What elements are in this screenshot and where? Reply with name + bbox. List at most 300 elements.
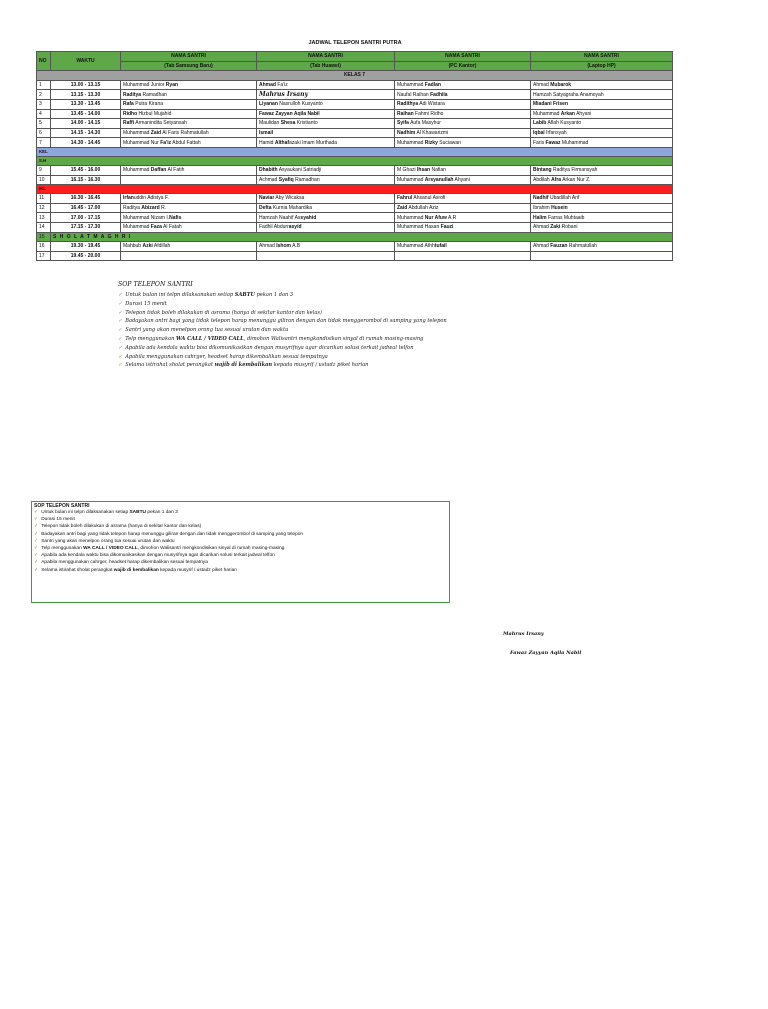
name-part: Ibrahim	[533, 205, 552, 212]
name-cell	[121, 90, 257, 100]
name-cell	[257, 99, 395, 109]
name-part: Rahmatullah	[567, 243, 597, 250]
name-cell	[531, 175, 673, 185]
name-emphasis: Radithya	[397, 101, 419, 108]
sop-item	[34, 509, 449, 516]
row-no: 11	[37, 194, 51, 204]
name-part: R.	[159, 205, 167, 212]
name-part: A.B	[290, 243, 301, 250]
name-part: Farras Muhtaaib	[546, 214, 585, 221]
name-part: Mahbub	[123, 243, 143, 250]
name-part: Abdullah Aziz	[407, 205, 439, 212]
kelas-row: KELAS 7	[37, 71, 673, 81]
signature-1: Mahrus Irsany	[503, 631, 544, 637]
name-part: Raditya Firmansyah	[551, 167, 598, 174]
name-cell	[531, 213, 673, 223]
name-part: Abdilah	[533, 176, 552, 183]
header-device-4: (Laptop HP)	[531, 61, 673, 71]
header-device-2: (Tab Huawei)	[257, 61, 395, 71]
sop-item	[34, 567, 449, 574]
sop-item	[34, 516, 449, 523]
name-emphasis: Irfan	[123, 195, 134, 202]
row-no: 12	[37, 203, 51, 213]
sop-item	[34, 545, 449, 552]
name-cell	[395, 109, 531, 119]
name-cell	[531, 109, 673, 119]
name-part: Raditya	[123, 205, 142, 212]
name-cell	[257, 119, 395, 129]
name-part: Abdul Fattah	[171, 139, 201, 146]
check-icon: ✓	[34, 537, 39, 544]
row-time: 13.30 - 13.45	[51, 99, 121, 109]
name-part: Muhammad	[123, 224, 151, 231]
sop-text: Badayakan antri bagi yang tidak telepon harap menunggu giliran dengan dan tidak menggerombol di samping yang telepon	[125, 318, 447, 325]
check-icon: ✓	[34, 559, 39, 566]
sop-item	[118, 353, 548, 362]
name-part: M Ghazi	[397, 167, 418, 174]
sop-box-title: SOP TELEPON SANTRI	[34, 503, 90, 509]
name-part: Fa'iz	[275, 82, 288, 89]
name-cell	[395, 242, 531, 252]
name-emphasis: Ahmad	[259, 82, 276, 89]
name-emphasis: Ihsan	[417, 167, 431, 174]
name-cell	[395, 251, 531, 261]
check-icon: ✓	[118, 344, 123, 351]
name-emphasis: Rizky	[424, 139, 438, 146]
name-cell	[395, 119, 531, 129]
sop-text: kepada musyrif / ustadz piket harian	[158, 567, 237, 573]
check-icon: ✓	[34, 509, 39, 515]
row-time: 13.45 - 14.00	[51, 109, 121, 119]
sop-emphasis: SABTU	[129, 510, 147, 515]
row-no: 15	[37, 232, 51, 242]
row-no: 9	[37, 165, 51, 175]
name-part: Muhammad	[397, 214, 425, 221]
name-emphasis: asyid	[288, 224, 302, 231]
row-no: 4	[37, 109, 51, 119]
name-cell	[531, 99, 673, 109]
name-emphasis: Ryan	[165, 82, 179, 89]
row-no: 2	[37, 90, 51, 100]
separator-ikl-label: IKL	[37, 185, 673, 194]
name-emphasis: Mahrus Irsany	[259, 90, 308, 98]
name-cell	[531, 80, 673, 90]
sop-text: Apabila ada kendala waktu bisa dikomunikasikan dengan musyrifnya agar dicarikan solusi terkait jadwal telfon	[125, 344, 414, 351]
name-cell	[121, 80, 257, 90]
sop-handwritten	[118, 281, 548, 370]
name-emphasis: Miadani Frisen	[533, 101, 569, 108]
separator-kel-label: KEL	[37, 147, 673, 156]
sop-text: pekan 1 dan 3	[254, 292, 294, 298]
name-cell	[257, 213, 395, 223]
check-icon: ✓	[118, 309, 123, 316]
name-emphasis: Arsyanullah	[424, 176, 454, 183]
name-cell	[257, 194, 395, 204]
name-emphasis: Labib	[533, 120, 547, 127]
check-icon: ✓	[118, 292, 123, 298]
table-row	[37, 213, 673, 223]
check-icon: ✓	[34, 530, 39, 537]
sop-item	[118, 344, 548, 353]
name-cell	[121, 222, 257, 232]
name-emphasis: Liyanan	[259, 101, 278, 108]
name-cell	[531, 251, 673, 261]
name-part: Ahyani	[574, 110, 592, 117]
name-emphasis: Abizard	[141, 205, 160, 212]
name-part: Achmad	[259, 176, 279, 183]
name-cell	[121, 165, 257, 175]
name-emphasis: Halim	[533, 214, 547, 221]
header-nama-santri-2: NAMA SANTRI	[257, 52, 395, 62]
sop-emphasis: WA CALL / VIDEO CALL	[83, 546, 138, 552]
name-part: Muhammad	[123, 167, 151, 174]
sop-text: Badayakan antri bagi yang tidak telepon harap menunggu giliran dengan dan tidak menggerombol di samping yang telepon	[41, 531, 304, 537]
row-time: 14.15 - 14.30	[51, 128, 121, 138]
name-emphasis: Faza	[150, 224, 162, 231]
sholat-maghrib-label: S H O L A T M A G H R I	[51, 232, 673, 242]
name-cell	[121, 128, 257, 138]
name-part: Muhammad	[533, 110, 561, 117]
name-emphasis: syahid	[300, 214, 317, 221]
name-part: Faris	[533, 139, 546, 146]
name-cell	[395, 203, 531, 213]
name-emphasis: Fadlan	[424, 82, 441, 89]
name-emphasis: Ridho	[123, 110, 138, 117]
name-part: Ahmad	[259, 243, 277, 250]
name-cell	[395, 213, 531, 223]
name-part: Hamzah Naahif As	[259, 214, 301, 221]
check-icon: ✓	[34, 523, 39, 530]
sop-emphasis: wajib di kembalikan	[214, 362, 273, 369]
name-part: uddin Adistya F.	[133, 195, 169, 202]
sop-text: Santri yang akan menelpon orang tua sesuai urutan dan waktu	[125, 327, 289, 334]
table-row	[37, 128, 673, 138]
name-emphasis: Raihan	[397, 110, 414, 117]
name-part: azaki Imam Murthada	[289, 139, 338, 146]
name-emphasis: Fahrul	[397, 195, 413, 202]
name-cell	[257, 109, 395, 119]
name-emphasis: Arkan	[560, 110, 575, 117]
name-part: Ahsanul Asrofi	[412, 195, 446, 202]
name-cell	[257, 138, 395, 148]
sop-item	[34, 523, 449, 530]
name-part: Robani	[560, 224, 578, 231]
sop-text: , dimohon Walisantri mengkondisikan sinyal di rumah masing-masing	[137, 546, 285, 552]
name-part: Al Fatah	[161, 224, 182, 231]
sop-item	[118, 335, 548, 344]
name-cell	[121, 203, 257, 213]
name-cell	[531, 90, 673, 100]
name-part: A.R	[446, 214, 457, 221]
name-cell	[395, 80, 531, 90]
sop-text: Untuk bulan ini telpn dilaksanakan setiap	[125, 292, 235, 298]
name-cell	[257, 251, 395, 261]
name-part: Ahmad	[533, 243, 551, 250]
name-emphasis: Nadhif	[533, 195, 549, 202]
name-part: Nasrulloh Kusyanto	[277, 101, 323, 108]
sop-text: Apabila menggunakan cahrger, headset harap dikembalikan sesuai tempatnya	[41, 560, 208, 566]
row-time: 19.30 - 19.45	[51, 242, 121, 252]
name-part: Muhammad Athh	[397, 243, 435, 250]
name-part: Fadhil Abdurr	[259, 224, 289, 231]
sop-item	[34, 531, 449, 538]
table-row	[37, 99, 673, 109]
name-emphasis: Fa'iz	[160, 139, 172, 146]
sop-item	[118, 326, 548, 335]
separator-ikl	[37, 185, 673, 194]
row-no: 17	[37, 251, 51, 261]
name-emphasis: Husein	[551, 205, 568, 212]
name-emphasis: Raffi	[123, 120, 135, 127]
name-emphasis: Fawaz	[545, 139, 561, 146]
check-icon: ✓	[34, 566, 39, 573]
check-icon: ✓	[118, 318, 123, 325]
name-emphasis: Ishom	[276, 243, 291, 250]
name-part: Asyaukani Satriadji	[277, 167, 322, 174]
name-cell	[121, 175, 257, 185]
name-part: Muhammad Nur	[123, 139, 161, 146]
check-icon: ✓	[118, 353, 123, 360]
name-emphasis: Zaid	[150, 130, 162, 137]
name-emphasis: Shesa	[280, 120, 296, 127]
row-time: 16.30 - 16.45	[51, 194, 121, 204]
sop-item	[34, 559, 449, 566]
row-time: 13.15 - 13.30	[51, 90, 121, 100]
table-row	[37, 175, 673, 185]
sop-text: Untuk bulan ini telpn dilaksanakan setiap	[41, 510, 130, 515]
header-device-3: (PC Kantor)	[395, 61, 531, 71]
name-cell	[395, 175, 531, 185]
name-part: Muhammad	[123, 130, 151, 137]
name-emphasis: Iqbal	[533, 130, 545, 137]
sop-text: Durasi 15 menit	[41, 517, 75, 523]
table-row	[37, 109, 673, 119]
name-emphasis: Afra	[551, 176, 562, 183]
header-no: NO	[37, 52, 51, 71]
table-row	[37, 80, 673, 90]
row-no: 10	[37, 175, 51, 185]
name-emphasis: Zaki	[550, 224, 561, 231]
name-cell	[121, 194, 257, 204]
row-no: 3	[37, 99, 51, 109]
check-icon: ✓	[34, 545, 39, 552]
separator-ah	[37, 156, 673, 165]
row-no: 13	[37, 213, 51, 223]
name-part: Arkan Nur Z.	[561, 176, 591, 183]
sop-emphasis: WA CALL / VIDEO CALL	[176, 335, 244, 342]
name-cell	[531, 119, 673, 129]
table-row	[37, 165, 673, 175]
name-part: Kristianto	[295, 120, 318, 127]
separator-ah-label: S.H	[37, 156, 673, 165]
name-part: Ubadillah Arif	[548, 195, 580, 202]
name-cell	[121, 119, 257, 129]
name-cell	[121, 138, 257, 148]
name-cell	[121, 251, 257, 261]
sop-emphasis: wajib di kembalikan	[113, 567, 159, 573]
table-row	[37, 222, 673, 232]
name-part: Muhammad Nizam I.	[123, 214, 170, 221]
name-emphasis: Fauzan	[550, 243, 568, 250]
name-cell	[257, 203, 395, 213]
name-emphasis: Dhabith	[259, 167, 278, 174]
sop-item	[118, 309, 548, 318]
name-part: Adi Wistara	[418, 101, 445, 108]
sop-box	[31, 501, 450, 603]
name-part: Fahmi Ridho	[413, 110, 444, 117]
name-part: Kurnia Mahardika	[271, 205, 313, 212]
name-cell	[531, 128, 673, 138]
name-cell	[395, 194, 531, 204]
name-emphasis: Naviar	[259, 195, 275, 202]
schedule-table	[36, 51, 673, 261]
check-icon: ✓	[118, 300, 123, 307]
row-time: 17.15 - 17.30	[51, 222, 121, 232]
name-cell	[121, 109, 257, 119]
name-part: Aflah Kusyanto	[546, 120, 582, 127]
header-device-1: (Tab Samsung Baru)	[121, 61, 257, 71]
row-no: 1	[37, 80, 51, 90]
sop-item	[34, 538, 449, 545]
sop-item	[34, 552, 449, 559]
sop-item	[118, 300, 548, 309]
name-part: Suciawan	[437, 139, 461, 146]
name-emphasis: Nur Afuw	[424, 214, 447, 221]
name-cell	[257, 80, 395, 90]
name-emphasis: Raditya	[123, 91, 142, 98]
table-row	[37, 203, 673, 213]
sop-handwritten-list	[118, 291, 548, 370]
name-part: Ahmad	[533, 82, 551, 89]
row-no: 14	[37, 222, 51, 232]
name-emphasis: Nafis	[169, 214, 182, 221]
name-emphasis: Defta	[259, 205, 272, 212]
name-part: Ramadhan	[293, 176, 320, 183]
name-cell	[531, 194, 673, 204]
name-part: Al Fatih	[166, 167, 185, 174]
name-part: Nafian	[430, 167, 446, 174]
sop-text: Apabila ada kendala waktu bisa dikomunikasikan dengan musyrifnya agar dicarikan solusi terkait jadwal telfon	[41, 553, 275, 559]
name-emphasis: Mubarok	[550, 82, 572, 89]
name-part: Muhammad Hasan	[397, 224, 441, 231]
row-no: 7	[37, 138, 51, 148]
sop-text: Apabila menggunakan cahrger, headset harap dikembalikan sesuai tempatnya	[125, 353, 328, 360]
name-part: Hamzah Satyagraha Anamoyah	[533, 91, 604, 98]
name-part: Maulidan	[259, 120, 281, 127]
sop-text: Durasi 15 menit	[125, 300, 167, 307]
sop-text: kepada musyrif / ustadz piket harian	[272, 362, 369, 369]
table-row	[37, 119, 673, 129]
header-nama-santri-4: NAMA SANTRI	[531, 52, 673, 62]
name-part: Irfansyah	[544, 130, 567, 137]
table-row	[37, 251, 673, 261]
row-time: 17.00 - 17.15	[51, 213, 121, 223]
name-cell	[531, 242, 673, 252]
name-emphasis: Rafa	[123, 101, 134, 108]
sop-text: Santri yang akan menelpon orang tua sesuai urutan dan waktu	[41, 538, 175, 544]
header-nama-santri-1: NAMA SANTRI	[121, 52, 257, 62]
name-emphasis: Syafiq	[278, 176, 294, 183]
row-no: 16	[37, 242, 51, 252]
name-part: Aby Wicaksa	[274, 195, 305, 202]
name-cell	[121, 213, 257, 223]
sop-box-list	[32, 509, 449, 574]
name-cell	[395, 138, 531, 148]
sop-item	[118, 291, 548, 300]
name-emphasis: Fadhila	[430, 91, 448, 98]
check-icon: ✓	[118, 327, 123, 334]
name-cell	[257, 242, 395, 252]
sop-text: Telepon tidak boleh dilakukan di asrama (hanya di sekitar kantor dan kelas)	[41, 524, 202, 530]
name-cell	[257, 128, 395, 138]
row-time: 15.45 - 16.00	[51, 165, 121, 175]
name-emphasis: Fawaz Zayyan Aqila Nabil	[259, 110, 320, 117]
sop-text: Telp menggunakan	[125, 335, 176, 342]
row-time: 19.45 - 20.00	[51, 251, 121, 261]
name-emphasis: Althaf	[274, 139, 290, 146]
name-part: Naufal Raihan	[397, 91, 431, 98]
name-part: Aufa Masyhur	[408, 120, 441, 127]
sop-text: Selama istirahat sholat perangkat	[125, 362, 215, 369]
name-cell	[257, 90, 395, 100]
name-part: Hamid	[259, 139, 275, 146]
name-part: Al Khawarizmi	[415, 130, 449, 137]
name-part: Hizbul Mujahid	[137, 110, 172, 117]
name-cell	[257, 222, 395, 232]
name-part: Ramadhan	[141, 91, 167, 98]
table-row	[37, 242, 673, 252]
sop-text: Telepon tidak boleh dilakukan di asrama (hanya di sekitar kantor dan kelas)	[125, 309, 322, 316]
sop-text: Telp menggunakan	[41, 546, 84, 552]
name-emphasis: Bintang	[533, 167, 552, 174]
name-part: Muhammad	[560, 139, 589, 146]
check-icon: ✓	[34, 516, 39, 523]
sop-text: , dimohon Walisantri mengkondisikan sinyal di rumah masing-masing	[243, 335, 424, 342]
row-time: 16.45 - 17.00	[51, 203, 121, 213]
sop-item	[118, 361, 548, 370]
header-waktu: WAKTU	[51, 52, 121, 71]
name-emphasis: Fauzi	[440, 224, 454, 231]
table-row	[37, 194, 673, 204]
row-time: 14.00 - 14.15	[51, 119, 121, 129]
name-part: Muhammad Junior	[123, 82, 166, 89]
check-icon: ✓	[118, 335, 123, 342]
name-emphasis: Syifa	[397, 120, 409, 127]
sop-item	[118, 317, 548, 326]
sop-text: pekan 1 dan 3	[146, 510, 178, 515]
name-cell	[531, 165, 673, 175]
name-emphasis: tufail	[434, 243, 447, 250]
name-emphasis: Azki	[142, 243, 153, 250]
name-part: Afdillah	[152, 243, 171, 250]
name-part: Muhammad	[397, 176, 425, 183]
name-cell	[395, 128, 531, 138]
row-no: 5	[37, 119, 51, 129]
sholat-row	[37, 232, 673, 242]
document-title: JADWAL TELEPON SANTRI PUTRA	[308, 40, 402, 46]
name-part: Putra Kirana	[133, 101, 164, 108]
name-part: Muhammad	[397, 82, 425, 89]
name-cell	[257, 165, 395, 175]
name-cell	[531, 203, 673, 213]
name-part: Ahmad	[533, 224, 551, 231]
name-cell	[395, 222, 531, 232]
table-row	[37, 90, 673, 100]
sop-text: Selama istirahat sholat perangkat	[41, 567, 114, 573]
sop-handwritten-title: SOP TELEPON SANTRI	[118, 281, 193, 288]
check-icon: ✓	[34, 552, 39, 559]
name-cell	[257, 175, 395, 185]
